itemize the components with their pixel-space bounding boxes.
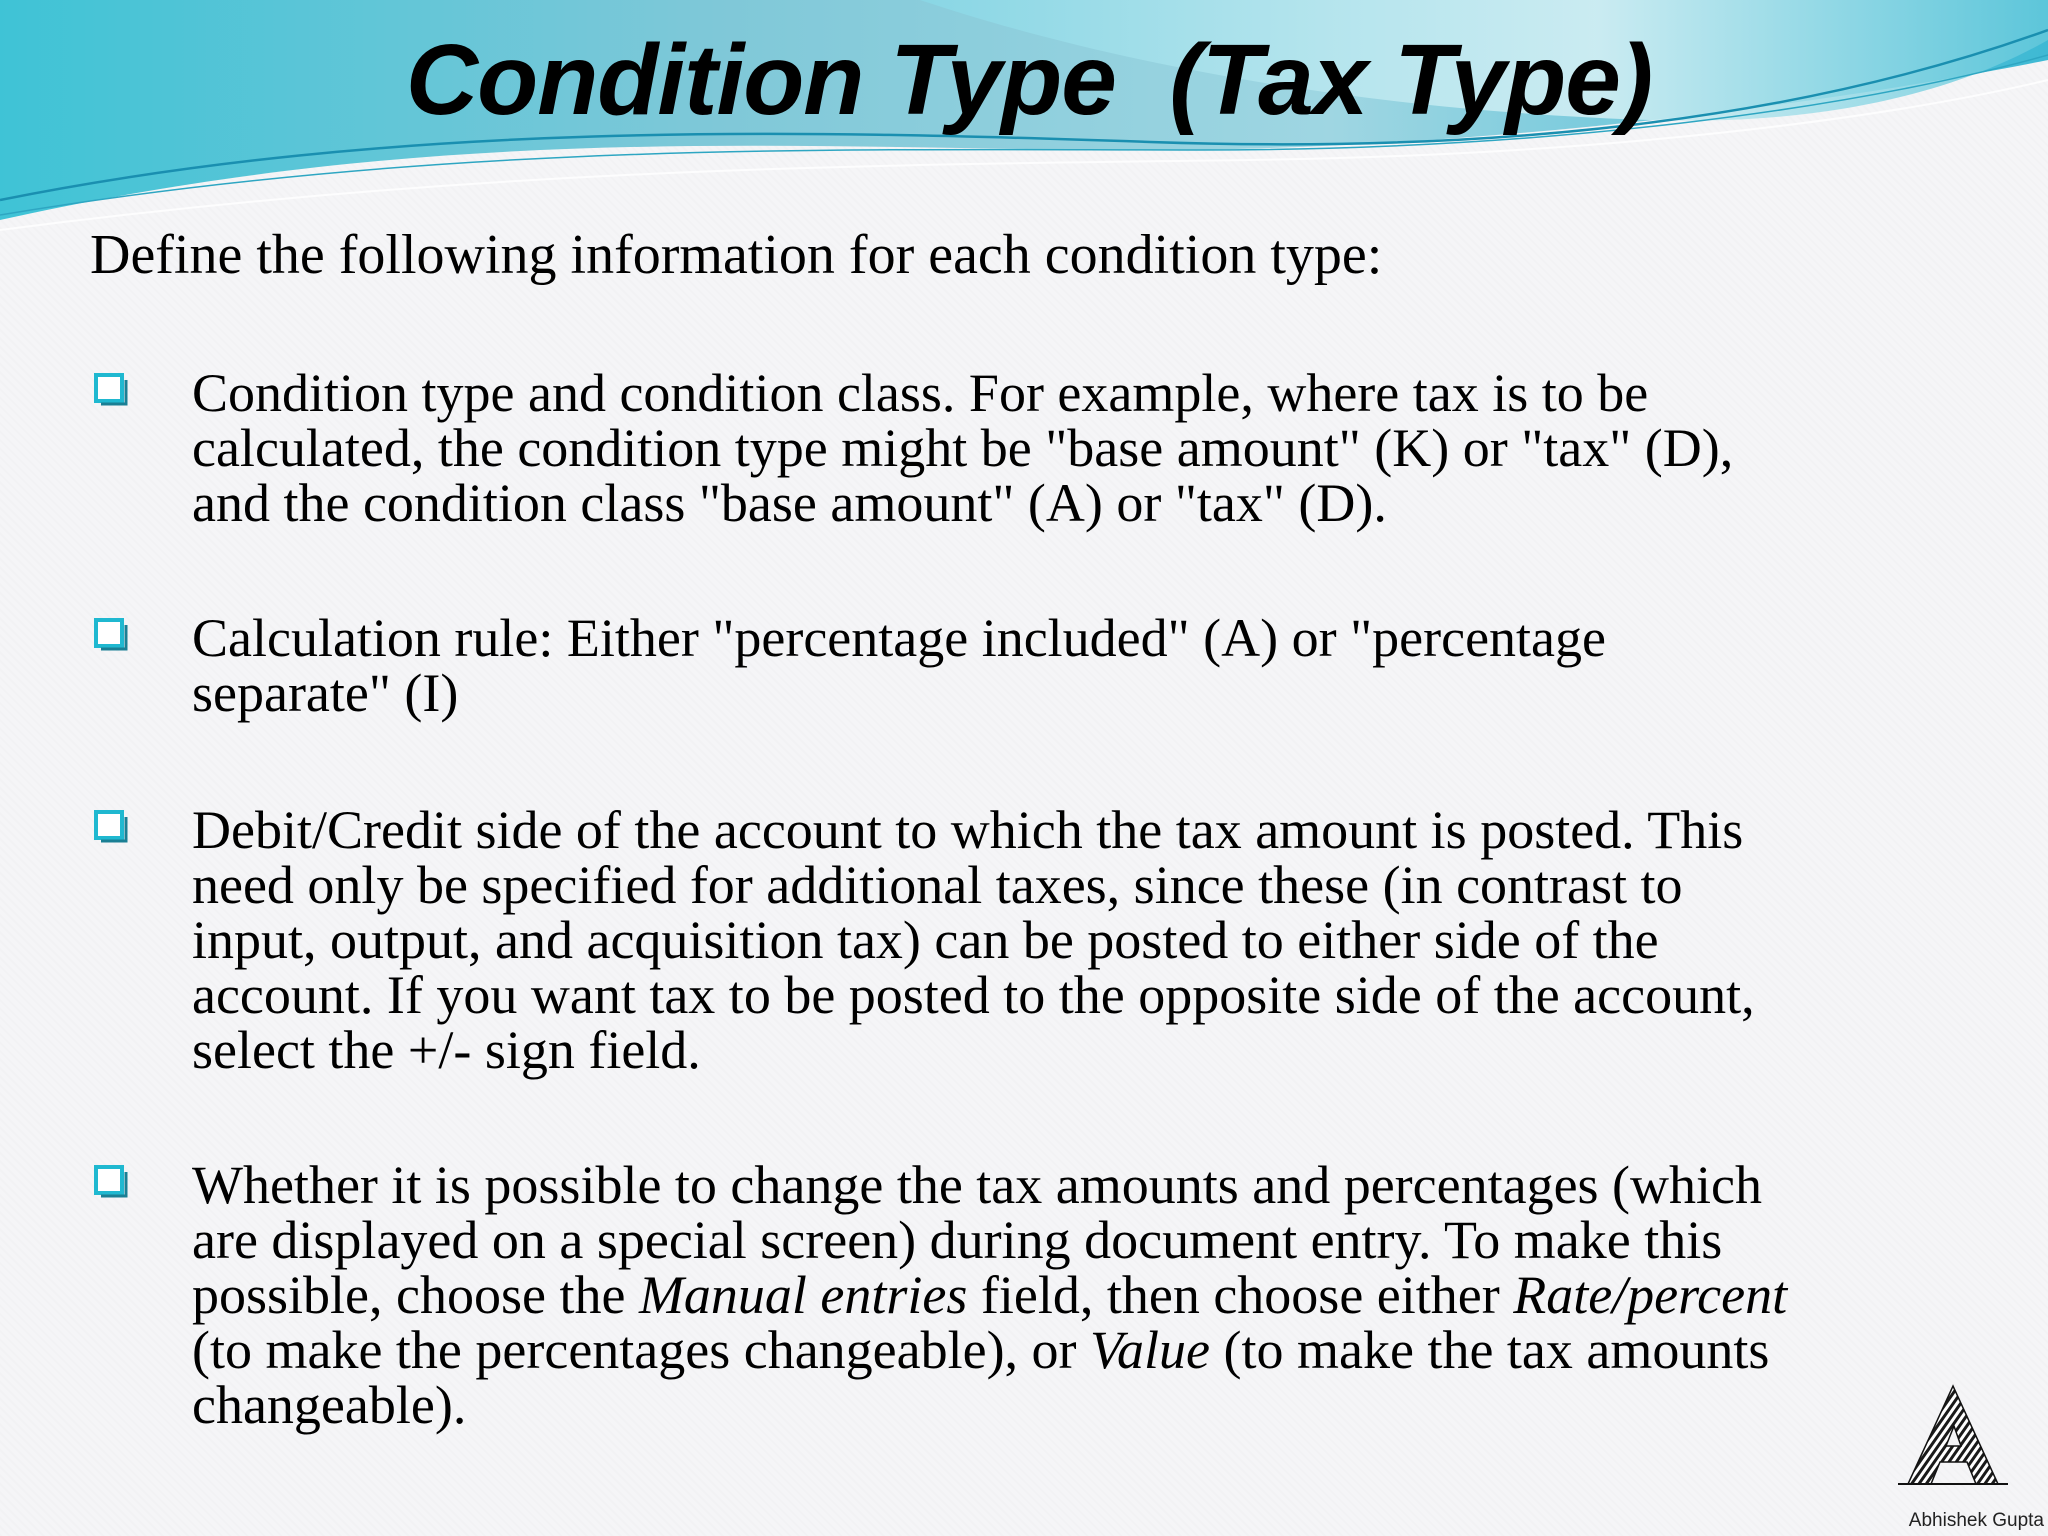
bullet-line: and the condition class "base amount" (A) or "tax" (D). — [192, 473, 1387, 533]
bullet-line: Calculation rule: Either "percentage included" (A) or "percentage — [192, 608, 1606, 668]
slide-title: Condition Type (Tax Type) — [405, 24, 1653, 136]
abhishek-gupta-logo — [1858, 1380, 2048, 1510]
bullet-line: input, output, and acquisition tax) can be posted to either side of the — [192, 910, 1659, 970]
bullet-segment-italic: Manual entries — [638, 1265, 968, 1325]
hollow-square-bullet-icon — [93, 617, 129, 653]
bullet-line: calculated, the condition type might be "base amount" (K) or "tax" (D), — [192, 418, 1734, 478]
intro-text: Define the following information for each condition type: — [90, 224, 1383, 286]
hollow-square-bullet-icon — [93, 1164, 129, 1200]
bullet-line: separate" (I) — [192, 663, 459, 723]
hollow-square-bullet-icon — [93, 809, 129, 845]
bullet-segment: field, then choose either — [967, 1265, 1514, 1325]
bullet-segment-italic: Value — [1090, 1320, 1211, 1380]
bullet-text — [192, 608, 2022, 723]
bullet-line: select the +/- sign field. — [192, 1020, 701, 1080]
bullet-line: account. If you want tax to be posted to the opposite side of the account, — [192, 965, 1755, 1025]
bullet-segment: (to make the tax amounts changeable). — [192, 1320, 1770, 1435]
bullet-line: need only be specified for additional taxes, since these (in contrast to — [192, 855, 1683, 915]
bullet-text — [192, 1155, 2022, 1435]
hollow-square-bullet-icon — [93, 372, 129, 408]
bullet-segment-italic: Rate/percent — [1513, 1265, 1788, 1325]
bullet-text — [192, 800, 2022, 1080]
bullet-text — [192, 363, 2022, 533]
bullet-line: Debit/Credit side of the account to which the tax amount is posted. This — [192, 800, 1744, 860]
bullet-segment: Whether it is possible to change the tax amounts and percentages (which are displayed on a special screen) during document entry. To make this possible, choose the — [192, 1155, 1763, 1325]
logo-caption: Abhishek Gupta — [1908, 1510, 2044, 1531]
bullet-segment: (to make the percentages changeable), or — [192, 1320, 1077, 1380]
bullet-line: Condition type and condition class. For example, where tax is to be — [192, 363, 1649, 423]
